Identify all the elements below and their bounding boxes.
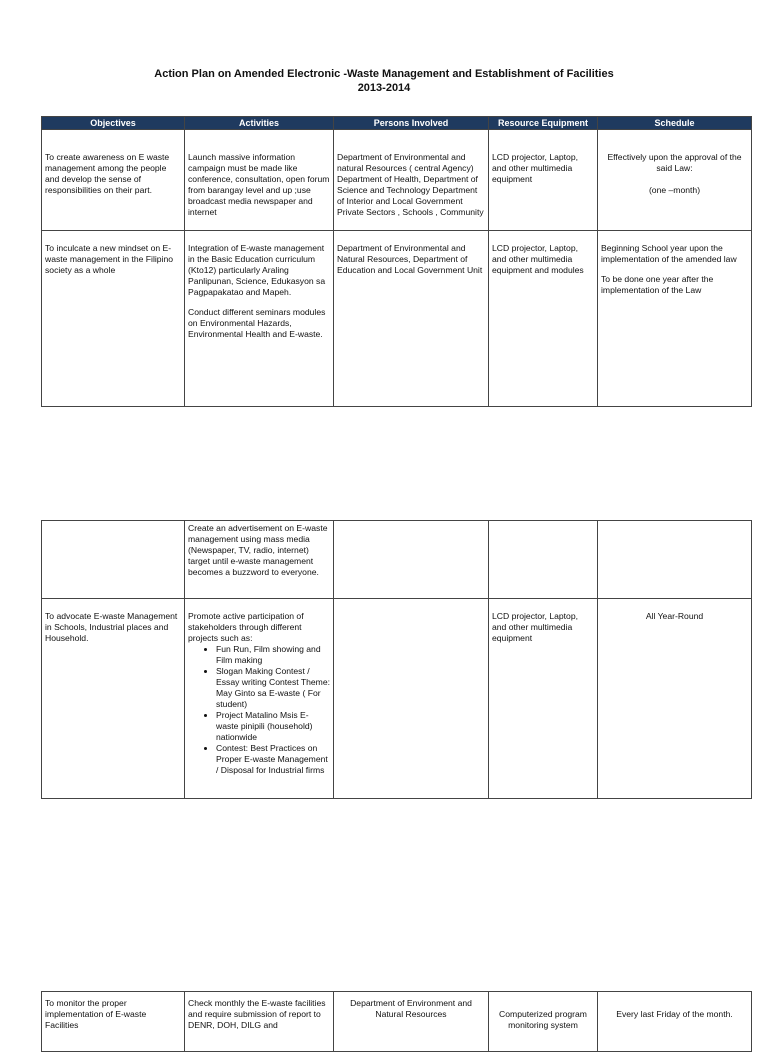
- list-item: • Project Matalino Msis E-waste pinipili (household) nationwide: [216, 710, 330, 743]
- objective-cell: To create awareness on E waste management among the people and develop the sense of responsibilities on their part.: [42, 130, 185, 231]
- schedule-cell: [598, 130, 752, 231]
- equipment-cell: LCD projector, Laptop, and other multimedia equipment: [489, 599, 598, 799]
- table-row: [42, 231, 752, 407]
- schedule-text: Beginning School year upon the implementation of the amended law: [601, 243, 737, 264]
- persons-cell: Department of Environmental and Natural Resources, Department of Education and Local Government Unit: [334, 231, 489, 407]
- equipment-cell: Computerized program monitoring system: [489, 992, 598, 1052]
- activity-text: Conduct different seminars modules on Environmental Hazards, Environmental Health and E-waste.: [188, 307, 326, 339]
- schedule-text: Effectively upon the approval of the said Law:: [607, 152, 742, 173]
- activity-cell: [185, 599, 334, 799]
- activity-cell: Check monthly the E-waste facilities and require submission of report to DENR, DOH, DILG and: [185, 992, 334, 1052]
- header-objectives: Objectives: [42, 117, 185, 130]
- schedule-cell: [598, 231, 752, 407]
- table-header-row: [42, 117, 752, 130]
- action-plan-table-part2: [41, 520, 752, 799]
- activity-cell: Launch massive information campaign must be made like conference, consultation, open forum from barangay level and up ;use broadcast media newspaper and internet: [185, 130, 334, 231]
- table-row: [42, 130, 752, 231]
- persons-cell: [334, 521, 489, 599]
- activity-cell: [185, 231, 334, 407]
- document-title: Action Plan on Amended Electronic -Waste Management and Establishment of Facilities: [154, 68, 614, 80]
- equipment-cell: [489, 521, 598, 599]
- persons-cell: Department of Environmental and natural Resources ( central Agency) Department of Health, Department of Science and Technology Department of Interior and Local Government Private Sectors , Schools , Community: [334, 130, 489, 231]
- schedule-text: (one –month): [648, 185, 701, 195]
- header-activities: Activities: [185, 117, 334, 130]
- equipment-cell: LCD projector, Laptop, and other multimedia equipment: [489, 130, 598, 231]
- activity-text: Promote active participation of stakeholders through different projects such as:: [188, 611, 304, 643]
- objective-cell: To monitor the proper implementation of E-waste Facilities: [42, 992, 185, 1052]
- action-plan-table-part1: [41, 116, 752, 407]
- list-item: • Fun Run, Film showing and Film making: [216, 644, 330, 666]
- activity-bullet-list: [188, 644, 330, 776]
- action-plan-table-part3: [41, 991, 752, 1052]
- table-row: [42, 992, 752, 1052]
- schedule-cell: All Year-Round: [598, 599, 752, 799]
- list-item: • Contest: Best Practices on Proper E-waste Management / Disposal for Industrial firms: [216, 743, 330, 776]
- schedule-cell: Every last Friday of the month.: [598, 992, 752, 1052]
- persons-cell: Department of Environment and Natural Resources: [334, 992, 489, 1052]
- schedule-cell: [598, 521, 752, 599]
- equipment-cell: LCD projector, Laptop, and other multimedia equipment and modules: [489, 231, 598, 407]
- objective-cell: To advocate E-waste Management in Schools, Industrial places and Household.: [42, 599, 185, 799]
- table-row: [42, 521, 752, 599]
- list-item: • Slogan Making Contest / Essay writing Contest Theme: May Ginto sa E-waste ( For student): [216, 666, 330, 710]
- header-schedule: Schedule: [598, 117, 752, 130]
- header-persons-involved: Persons Involved: [334, 117, 489, 130]
- activity-text: Integration of E-waste management in the Basic Education curriculum (Kto12) particularly Araling Panlipunan, Science, Edukasyon sa Pagpapakatao and Mapeh.: [188, 243, 326, 297]
- activity-cell: Create an advertisement on E-waste management using mass media (Newspaper, TV, radio, internet) target until e-waste management becomes a buzzword to everyone.: [185, 521, 334, 599]
- objective-cell: [42, 521, 185, 599]
- document-year: 2013-2014: [357, 82, 411, 94]
- persons-cell: [334, 599, 489, 799]
- objective-cell: To inculcate a new mindset on E- waste management in the Filipino society as a whole: [42, 231, 185, 407]
- schedule-text: To be done one year after the implementation of the Law: [601, 274, 714, 295]
- header-resource-equipment: Resource Equipment: [489, 117, 598, 130]
- table-row: [42, 599, 752, 799]
